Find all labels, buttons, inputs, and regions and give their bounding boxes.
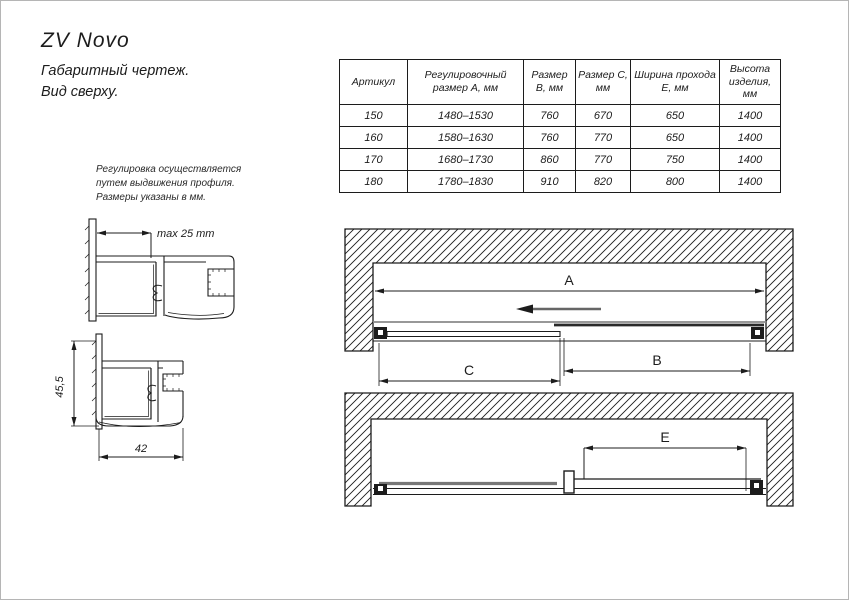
table-cell: 670 (576, 105, 631, 127)
dim-e-label: E (660, 429, 670, 445)
table-cell: 1400 (720, 171, 781, 193)
note-line: Регулировка осуществляется (96, 164, 242, 175)
dim-a-label: A (564, 272, 574, 288)
wall-bracket-left (374, 484, 387, 495)
table-cell: 800 (631, 171, 720, 193)
profile-section-front-drawing (51, 329, 216, 469)
wall-bracket-left (374, 327, 387, 339)
wall-flange (89, 219, 96, 321)
dimension-max-25 (97, 228, 214, 258)
clip-symbol (153, 285, 162, 300)
table-header-row (340, 60, 781, 105)
arrowhead-left (375, 289, 384, 294)
table-row (340, 105, 781, 127)
profile-outline (96, 334, 183, 429)
hatch-ticks (92, 341, 96, 415)
table-row (340, 149, 781, 171)
title-block (41, 29, 189, 103)
note-line: Размеры указаны в мм. (96, 191, 206, 203)
width-42-label: 42 (134, 443, 148, 455)
slide-direction-arrow (516, 305, 601, 314)
max-25-label: max 25 mm (157, 228, 215, 240)
clip-symbol (148, 385, 156, 400)
wall-bracket-right (750, 480, 763, 494)
table-cell: 170 (340, 149, 408, 171)
product-name: ZV Novo (41, 29, 130, 52)
arrowhead-left (99, 455, 108, 460)
arrowhead-left (97, 231, 106, 236)
sliding-panel (387, 332, 560, 337)
dimension-table (339, 59, 781, 193)
col-header-passage-e: Ширина прохода Е, мм (631, 60, 720, 105)
height-45-5-label: 45,5 (54, 376, 66, 398)
arrowhead-right (737, 446, 746, 451)
table-cell: 760 (524, 105, 576, 127)
table-cell: 1400 (720, 127, 781, 149)
table-cell: 150 (340, 105, 408, 127)
view-label: Вид сверху. (41, 84, 119, 101)
note-line: путем выдвижения профиля. (96, 177, 235, 189)
hatch-ticks (85, 226, 89, 314)
table-cell: 770 (576, 127, 631, 149)
door-assembly (373, 322, 766, 341)
arrowhead-right (142, 231, 151, 236)
dimension-c (379, 338, 560, 386)
dim-b-label: B (652, 352, 662, 368)
table-cell: 1480–1530 (408, 105, 524, 127)
table-cell: 650 (631, 105, 720, 127)
table-cell: 1780–1830 (408, 171, 524, 193)
table-cell: 860 (524, 149, 576, 171)
wall-flange (96, 334, 102, 429)
table-cell: 910 (524, 171, 576, 193)
arrowhead-right (174, 455, 183, 460)
arrowhead-down (72, 417, 77, 426)
col-header-size-a: Регулировочный размер А, мм (408, 60, 524, 105)
profile-section-adjustable-drawing (56, 216, 246, 336)
arrowhead-right (551, 379, 560, 384)
table-row (340, 127, 781, 149)
dimension-e (584, 429, 746, 491)
arrowhead-left (379, 379, 388, 384)
plan-view-open-drawing (341, 391, 836, 516)
arrowhead-right (755, 289, 764, 294)
table-cell: 1400 (720, 105, 781, 127)
table-cell: 770 (576, 149, 631, 171)
dimension-a (375, 272, 764, 294)
spec-table (339, 59, 781, 193)
adjustment-note (96, 163, 241, 204)
wall-bracket-right (751, 327, 764, 339)
table-cell: 160 (340, 127, 408, 149)
table-row (340, 171, 781, 193)
table-cell: 650 (631, 127, 720, 149)
dimension-width-42 (99, 428, 183, 461)
table-cell: 820 (576, 171, 631, 193)
table-cell: 760 (524, 127, 576, 149)
table-cell: 750 (631, 149, 720, 171)
arrowhead-left (584, 446, 593, 451)
col-header-size-b: Размер В, мм (524, 60, 576, 105)
table-cell: 1580–1630 (408, 127, 524, 149)
profile-detail-lines (92, 341, 181, 427)
col-header-height: Высота изделия, мм (720, 60, 781, 105)
dim-c-label: C (463, 362, 475, 378)
col-header-size-c: Размер С, мм (576, 60, 631, 105)
arrowhead-left (564, 369, 573, 374)
door-handle (564, 471, 574, 493)
arrowhead-left (516, 305, 533, 314)
drawing-type-label: Габаритный чертеж. (41, 63, 190, 79)
arrowhead-right (741, 369, 750, 374)
table-cell: 1400 (720, 149, 781, 171)
dimension-height-45-5 (54, 341, 99, 426)
plan-view-closed-drawing (341, 226, 836, 391)
arrowhead-up (72, 341, 77, 350)
table-cell: 180 (340, 171, 408, 193)
col-header-article: Артикул (340, 60, 408, 105)
table-cell: 1680–1730 (408, 149, 524, 171)
dimension-b (564, 338, 750, 376)
door-assembly-open (373, 471, 766, 495)
niche-wall (345, 229, 793, 351)
